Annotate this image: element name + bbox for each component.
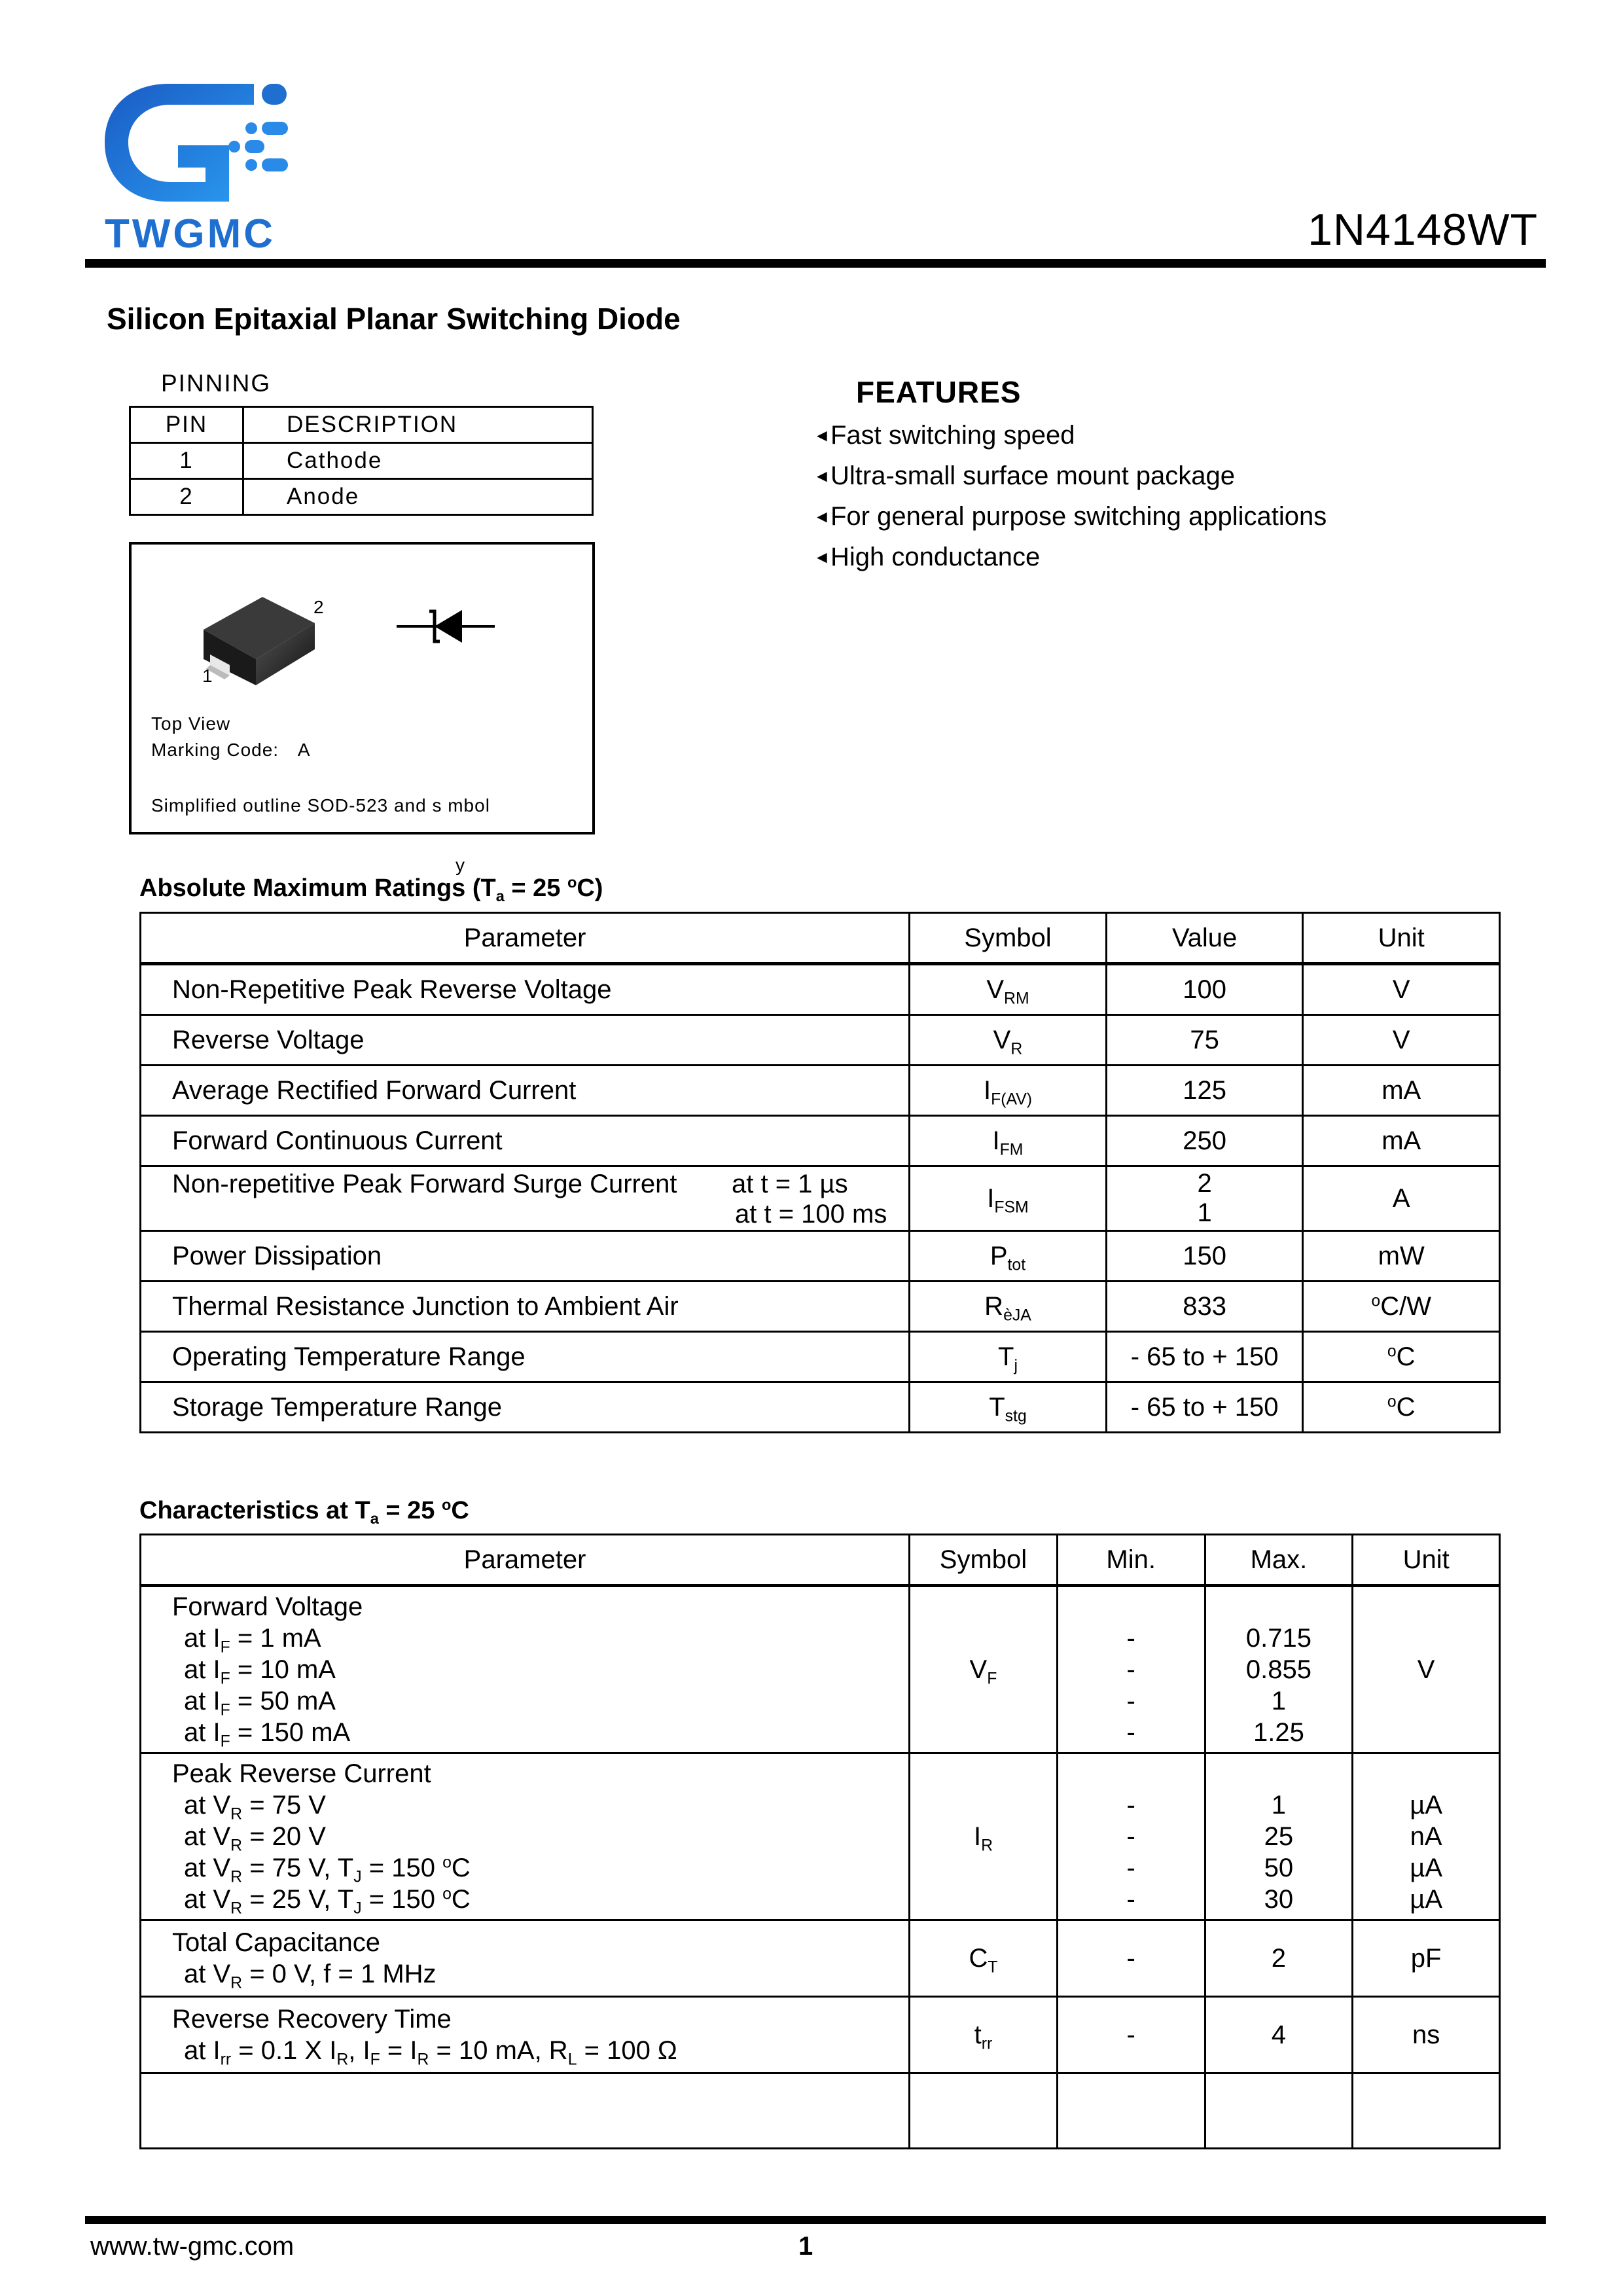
surge-param-label: Non-repetitive Peak Forward Surge Current (172, 1170, 677, 1198)
unit-cell: ns (1353, 1997, 1500, 2073)
column-header: Value (1106, 913, 1303, 964)
marking-code-row (151, 740, 311, 761)
value-cell: - 65 to + 150 (1106, 1332, 1303, 1382)
table-row (141, 1920, 1500, 1997)
column-header: Parameter (141, 913, 910, 964)
value-cell: 250 (1106, 1116, 1303, 1166)
parameter-cell: Average Rectified Forward Current (141, 1066, 910, 1116)
symbol-cell: $I_{F(AV)}$ (910, 1066, 1107, 1116)
description-header: DESCRIPTION (243, 407, 593, 443)
features-title: FEATURES (856, 375, 1022, 409)
company-logo (90, 65, 326, 255)
unit-cell: mW (1303, 1231, 1500, 1282)
parameter-cell: Forward Continuous Current (141, 1116, 910, 1166)
logo-text: TWGMC (105, 211, 276, 255)
table-row (141, 964, 1500, 1015)
value-cell: 833 (1106, 1282, 1303, 1332)
empty-cell (1353, 2073, 1500, 2149)
feature-item (813, 421, 1075, 450)
unit-cell: V (1303, 964, 1500, 1015)
header-rule (85, 259, 1546, 268)
column-header: Max. (1205, 1535, 1353, 1586)
value-cell: - 65 to + 150 (1106, 1382, 1303, 1433)
table-row (141, 1332, 1500, 1382)
value-cell: 150 (1106, 1231, 1303, 1282)
table-row (141, 1015, 1500, 1066)
pinning-table (129, 406, 594, 516)
parameter-cell: Power Dissipation (141, 1231, 910, 1282)
min-cell: - - - - (1057, 1586, 1205, 1753)
symbol-cell: $I_{FSM}$ (910, 1166, 1107, 1231)
pin2-label: 2 (313, 597, 325, 617)
page-number: 1 (798, 2232, 813, 2261)
feature-item (813, 502, 1327, 531)
diode-symbol-icon (397, 603, 495, 649)
table-header-row (141, 1535, 1500, 1586)
max-cell: 4 (1205, 1997, 1353, 2073)
parameter-cell (141, 1166, 910, 1231)
column-header: Min. (1057, 1535, 1205, 1586)
pin-header: PIN (130, 407, 243, 443)
parameter-cell: Reverse Voltage (141, 1015, 910, 1066)
table-header-row (130, 407, 593, 443)
column-header: Symbol (910, 913, 1107, 964)
pin-number: 1 (130, 443, 243, 479)
symbol-cell: $P_{tot}$ (910, 1231, 1107, 1282)
column-header: Unit (1353, 1535, 1500, 1586)
unit-cell: mA (1303, 1116, 1500, 1166)
symbol-cell: $I_{FM}$ (910, 1116, 1107, 1166)
bullet-arrow-icon: ◄ (813, 507, 830, 526)
feature-text: High conductance (830, 543, 1041, 571)
symbol-cell: $T_{stg}$ (910, 1382, 1107, 1433)
footer-website-link[interactable]: www.tw-gmc.com (90, 2232, 294, 2261)
empty-cell (1057, 2073, 1205, 2149)
symbol-cell: $V_F$ (910, 1586, 1058, 1753)
table-row (141, 1231, 1500, 1282)
value-cell: 75 (1106, 1015, 1303, 1066)
unit-cell: V (1303, 1015, 1500, 1066)
empty-cell (141, 2073, 910, 2149)
table-row (141, 1066, 1500, 1116)
value-cell: 100 (1106, 964, 1303, 1015)
document-title: Silicon Epitaxial Planar Switching Diode (107, 302, 681, 336)
part-number: 1N4148WT (1308, 205, 1538, 255)
table-row (141, 1753, 1500, 1920)
marking-code-value: A (297, 740, 311, 760)
bullet-arrow-icon: ◄ (813, 547, 830, 567)
characteristics-title: Characteristics at $T_a = 25$ $^o$C (139, 1496, 469, 1528)
table-row (141, 1997, 1500, 2073)
table-row (141, 1116, 1500, 1166)
symbol-cell: $t_{rr}$ (910, 1997, 1058, 2073)
value-cell: 125 (1106, 1066, 1303, 1116)
symbol-cell: $R_{èJA}$ (910, 1282, 1107, 1332)
table-row (141, 1166, 1500, 1231)
unit-cell: $^o$C/W (1303, 1282, 1500, 1332)
pinning-title: PINNING (161, 370, 272, 397)
table-row (130, 443, 593, 479)
parameter-cell: Total Capacitance at $V_R = 0$ V, f = 1 MHz (141, 1920, 910, 1997)
feature-item (813, 543, 1040, 572)
feature-text: For general purpose switching applications (830, 502, 1327, 531)
table-row (141, 1382, 1500, 1433)
pin-description: Cathode (243, 443, 593, 479)
table-row (141, 1282, 1500, 1332)
pin1-label: 1 (202, 666, 213, 686)
feature-item (813, 461, 1235, 491)
symbol-cell: $V_R$ (910, 1015, 1107, 1066)
parameter-cell: Peak Reverse Current at $V_R = 75$ V at $V_R = 20$ V at $V_R = 75$ V, $T_J = 150$ $^o$C at $V_R = 25$ V, $T_J = 150$ $^o$C (141, 1753, 910, 1920)
unit-cell: mA (1303, 1066, 1500, 1116)
bullet-arrow-icon: ◄ (813, 425, 830, 445)
package-outline-box (129, 542, 595, 834)
max-cell: 1 25 50 30 (1205, 1753, 1353, 1920)
empty-cell (910, 2073, 1058, 2149)
absolute-maximum-ratings-table (139, 912, 1501, 1433)
stray-glyph: y (455, 855, 465, 875)
unit-cell: $^o$C (1303, 1332, 1500, 1382)
unit-cell: $^o$C (1303, 1382, 1500, 1433)
min-cell: - (1057, 1920, 1205, 1997)
parameter-cell: Thermal Resistance Junction to Ambient Air (141, 1282, 910, 1332)
max-cell: 0.715 0.855 1 1.25 (1205, 1586, 1353, 1753)
unit-cell: A (1303, 1166, 1500, 1231)
parameter-cell: Non-Repetitive Peak Reverse Voltage (141, 964, 910, 1015)
symbol-cell: $T_j$ (910, 1332, 1107, 1382)
unit-cell: pF (1353, 1920, 1500, 1997)
max-cell: 2 (1205, 1920, 1353, 1997)
symbol-cell: $C_T$ (910, 1920, 1058, 1997)
table-row (130, 479, 593, 515)
symbol-cell: $I_R$ (910, 1753, 1058, 1920)
min-cell: - (1057, 1997, 1205, 2073)
table-row-empty (141, 2073, 1500, 2149)
symbol-cell: $V_{RM}$ (910, 964, 1107, 1015)
table-header-row (141, 913, 1500, 964)
column-header: Symbol (910, 1535, 1058, 1586)
bullet-arrow-icon: ◄ (813, 466, 830, 486)
footer-rule (85, 2216, 1546, 2224)
surge-condition: at t = 1 µs (732, 1170, 848, 1198)
marking-code-label: Marking Code: (151, 740, 279, 760)
top-view-label: Top View (151, 713, 231, 734)
parameter-cell: Storage Temperature Range (141, 1382, 910, 1433)
pin-description: Anode (243, 479, 593, 515)
unit-cell: µA nA µA µA (1353, 1753, 1500, 1920)
feature-text: Ultra-small surface mount package (830, 461, 1236, 490)
min-cell: - - - - (1057, 1753, 1205, 1920)
characteristics-table (139, 1534, 1501, 2149)
value-cell: 2 1 (1106, 1166, 1303, 1231)
pin-number: 2 (130, 479, 243, 515)
column-header: Parameter (141, 1535, 910, 1586)
feature-text: Fast switching speed (830, 421, 1075, 450)
empty-cell (1205, 2073, 1353, 2149)
parameter-cell: Operating Temperature Range (141, 1332, 910, 1382)
parameter-cell: Forward Voltage at $I_F = 1$ mA at $I_F = 10$ mA at $I_F = 50$ mA at $I_F = 150$ mA (141, 1586, 910, 1753)
unit-cell: V (1353, 1586, 1500, 1753)
ratings-title: Absolute Maximum Ratings ($T_a = 25$ $^o$C) (139, 874, 603, 905)
surge-condition: at t = 100 ms (735, 1200, 887, 1229)
column-header: Unit (1303, 913, 1500, 964)
package-caption: Simplified outline SOD-523 and s mbol (151, 795, 490, 816)
table-row (141, 1586, 1500, 1753)
parameter-cell: Reverse Recovery Time at $I_{rr} = 0.1$ X $I_R$, $I_F = I_R = 10$ mA, $R_L = 100$ Ω (141, 1997, 910, 2073)
